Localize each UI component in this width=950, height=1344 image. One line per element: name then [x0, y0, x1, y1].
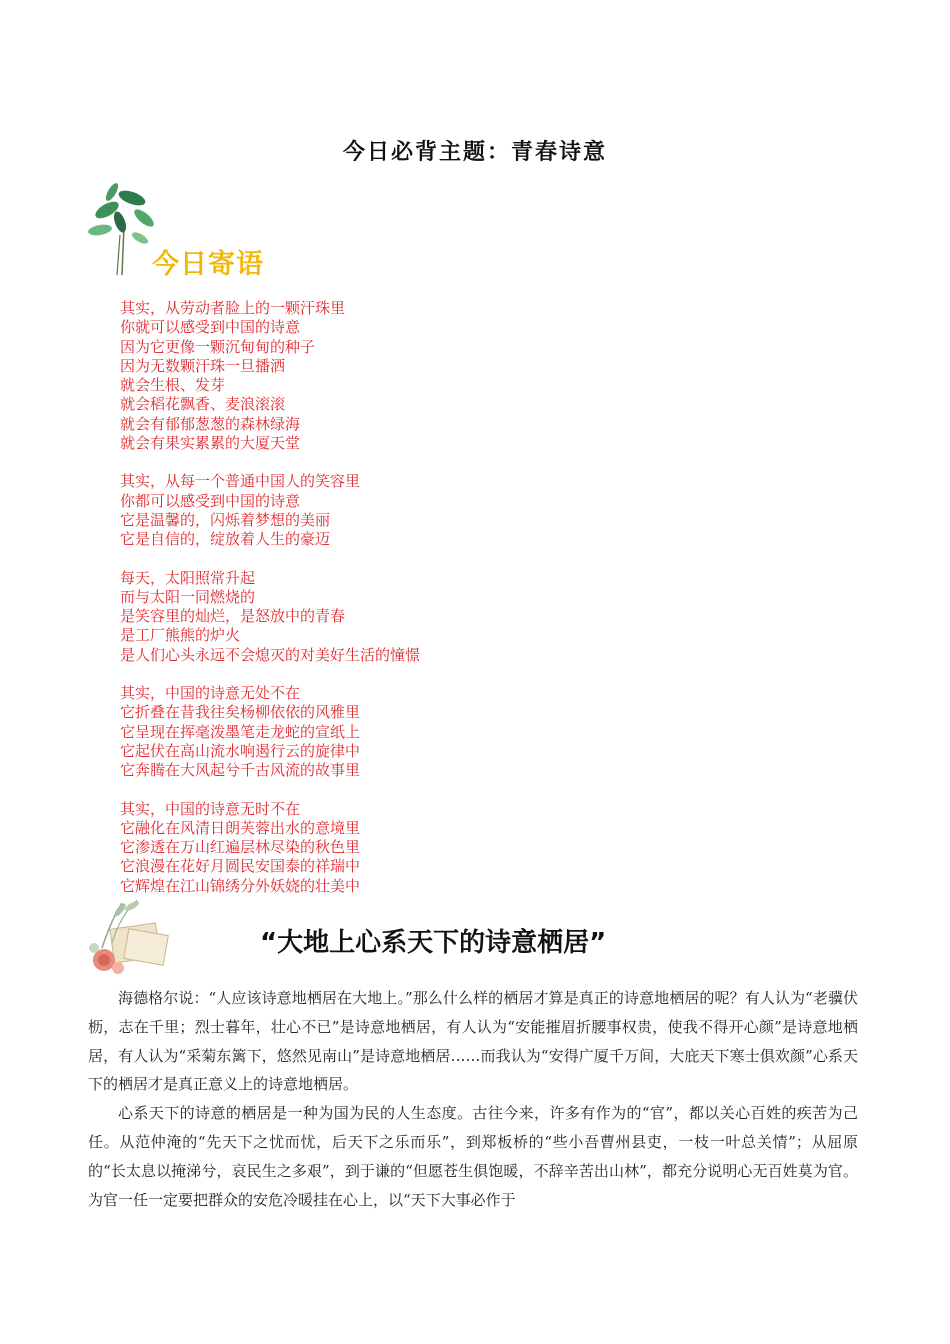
- poem-stanza: [120, 472, 680, 549]
- poem-line: 而与太阳一同燃烧的: [120, 587, 256, 606]
- poem-line: 其实，从劳动者脸上的一颗汗珠里: [120, 299, 346, 317]
- leaf-sprig-icon: [82, 180, 162, 275]
- poem: [120, 299, 680, 915]
- poem-stanza: [120, 299, 680, 453]
- poem-line: 就会有郁郁葱葱的森林绿海: [120, 414, 301, 433]
- essay-paragraph: 心系天下的诗意的栖居是一种为国为民的人生态度。古往今来，许多有作为的“官”，都以关心百姓的疾苦为己任。从范仲淹的“先天下之忧而忧，后天下之乐而乐”，到郑板桥的“些小吾曹州县吏，一枝一叶总关情”；从屈原的“长太息以掩涕兮，哀民生之多艰”，到于谦的“但愿苍生俱饱暖，不辞辛苦出山林”，都充分说明心无百姓莫为官。为官一任一定要把群众的安危冷暖挂在心上，以“天下大事必作于: [88, 1104, 858, 1209]
- poem-line: 每天，太阳照常升起: [120, 568, 256, 587]
- poem-line: 因为它更像一颗沉甸甸的种子: [120, 337, 316, 356]
- poem-line: 它折叠在昔我往矣杨柳依依的风雅里: [120, 703, 361, 722]
- poem-line: 你就可以感受到中国的诗意: [120, 318, 301, 337]
- poem-line: 它是温馨的，闪烁着梦想的美丽: [120, 510, 331, 529]
- poem-line: 它浪漫在花好月圆民安国泰的祥瑞中: [120, 857, 361, 876]
- poem-line: 就会有果实累累的大厦天堂: [120, 434, 301, 453]
- poem-line: 其实，中国的诗意无时不在: [120, 799, 301, 818]
- essay-title: “大地上心系天下的诗意栖居”: [260, 928, 607, 958]
- poem-line: 就会稻花飘香、麦浪滚滚: [120, 395, 286, 414]
- poem-line: 它呈现在挥毫泼墨笔走龙蛇的宣纸上: [120, 722, 361, 741]
- poem-stanza: [120, 684, 680, 780]
- poem-line: 因为无数颗汗珠一旦播洒: [120, 356, 286, 375]
- flower-letter-icon: [82, 888, 174, 980]
- essay-paragraph: 海德格尔说：“人应该诗意地栖居在大地上。”那么什么样的栖居才算是真正的诗意地栖居的呢？有人认为“老骥伏枥，志在千里；烈士暮年，壮心不已”是诗意地栖居，有人认为“安能摧眉折腰事权贵，使我不得开心颜”是诗意地栖居，有人认为“采菊东篱下，悠然见南山”是诗意地栖居……而我认为“安得广厦千万间，大庇天下寒士俱欢颜”心系天下的栖居才是真正意义上的诗意地栖居。: [88, 989, 858, 1094]
- poem-line: 它融化在风清日朗芙蓉出水的意境里: [120, 818, 361, 837]
- poem-line: 它渗透在万山红遍层林尽染的秋色里: [120, 838, 361, 857]
- essay-body: [88, 984, 858, 1214]
- poem-line: 它是自信的，绽放着人生的豪迈: [120, 530, 331, 549]
- poem-line: 就会生根、发芽: [120, 376, 226, 395]
- poem-line: 它起伏在高山流水响遏行云的旋律中: [120, 741, 361, 760]
- poem-line: 是人们心头永远不会熄灭的对美好生活的憧憬: [120, 645, 421, 664]
- poem-stanza: [120, 569, 680, 665]
- poem-line: 你都可以感受到中国的诗意: [120, 491, 301, 510]
- poem-line: 其实，从每一个普通中国人的笑容里: [120, 472, 361, 491]
- poem-line: 其实，中国的诗意无处不在: [120, 684, 301, 703]
- poem-line: 是笑容里的灿烂，是怒放中的青春: [120, 607, 346, 626]
- page-title: 今日必背主题：青春诗意: [342, 139, 607, 165]
- poem-line: 它辉煌在江山锦绣分外妖娆的壮美中: [120, 876, 361, 895]
- poem-stanza: [120, 800, 680, 896]
- poem-line: 它奔腾在大风起兮千古风流的故事里: [120, 761, 361, 780]
- poem-line: 是工厂熊熊的炉火: [120, 626, 241, 645]
- section-heading: 今日寄语: [152, 249, 264, 280]
